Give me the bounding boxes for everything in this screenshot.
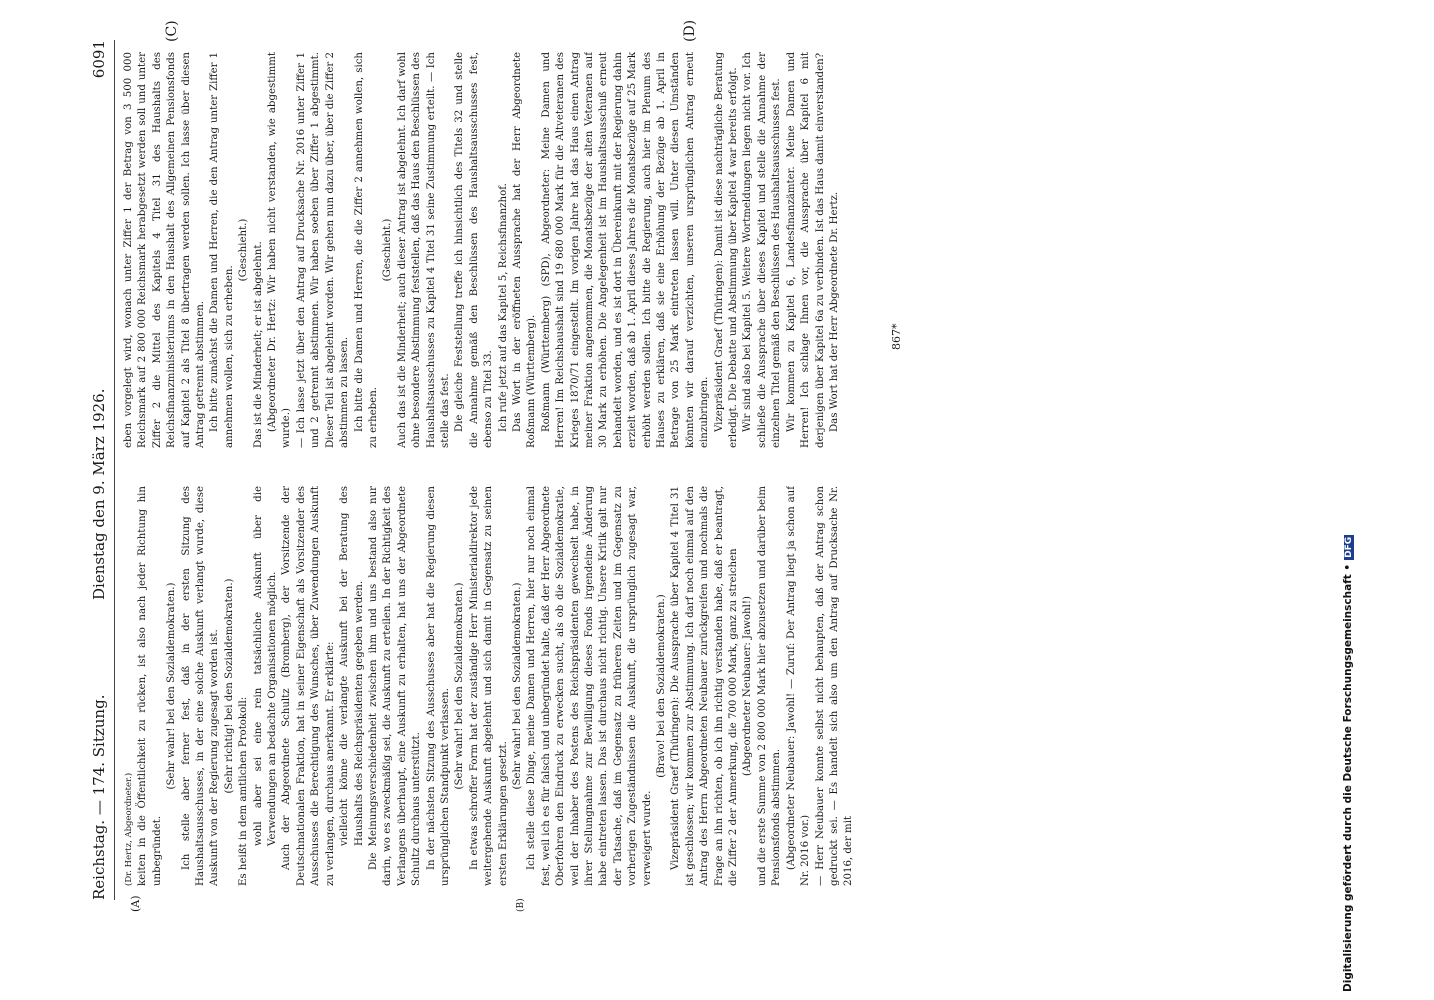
paragraph: In etwas schroffer Form hat der zuständige Herr Ministerialdirektor jede weitergehende Auskunft abgelehnt und sich damit in Gegensatz zu seinen ersten Erklärungen gesetzt. bbox=[468, 486, 509, 886]
paragraph: Roßmann (Württemberg) (SPD), Abgeordneter: Meine Damen und Herren! Im Reichshaushalt sind 19 680 000 Mark für die Altveteranen des Krieges 1870/71 eingestellt. Im vorigen Jahre hat das Haus einen Antrag meiner Fraktion angenommen, die Monatsbezüge der alten Veteranen auf 30 Mark zu erhöhen. Die Angelegenheit ist im Haushaltsausschuß erneut behandelt worden, und es ist dort in Übereinkunft mit der Regierung dahin erzielt worden, daß ab 1. April dieses Jahres die Monatsbezüge auf 25 Mark erhöht werden sollen. Ich bitte die Regierung, auch hier im Plenum des Hauses zu erklären, daß sie eine Erhöhung der Bezüge ab 1. April in Betrage von 25 Mark eintreten lassen will. Unter diesen Umständen könnten wir darauf verzichten, unseren ursprünglichen Antrag erneut einzubringen. bbox=[540, 52, 711, 448]
margin-marker-b: (B) bbox=[516, 898, 526, 912]
digitization-text: Digitalisierung gefördert durch die Deutsche Forschungsgemeinschaft • bbox=[1342, 563, 1354, 992]
page-number: 6091 bbox=[90, 40, 108, 79]
document-page bbox=[90, 19, 910, 912]
digitization-note bbox=[1342, 0, 1358, 1000]
margin-marker-c: (C) bbox=[164, 20, 180, 42]
paragraph: Ich stelle diese Dinge, meine Damen und Herren, hier nur noch einmal fest, weil ich es für falsch und unbegründet halte, daß der Herr Abgeordnete Oberfohren den Eindruck zu erwecken sucht, als ob die Sozialdemokratie, weil der Inhaber des Postens des Reichspräsidenten gewechselt habe, in ihrer Stellungnahme zur Bewilligung dieses Fonds irgendeine Änderung habe eintreten lassen. Das ist durchaus nicht richtig. Unsere Kritik galt nur der Tatsache, daß im Gegensatz zu früheren Zeiten und im Gegensatz zu vorherigen Zugeständnissen die Auskunft, die ursprünglich zugesagt war, verweigert wurde. bbox=[526, 486, 653, 886]
margin-marker-d: (D) bbox=[682, 19, 698, 42]
paragraph: Wir kommen zu Kapitel 6, Landesfinanzämter. Meine Damen und Herren! Ich schlage Ihnen vor, die Aussprache über Kapitel 6 mit derjenigen über Kapitel 6a zu verbinden. Ist das Haus damit einverstanden? bbox=[785, 52, 826, 448]
paragraph: Wir sind also bei Kapitel 5. Weitere Wortmeldungen liegen nicht vor. Ich schließe die Aussprache über dieses Kapitel und stelle die Annahme der einzelnen Titel gemäß den Beschlüssen des Haushaltsausschusses fest. bbox=[742, 52, 783, 448]
paragraph: In der nächsten Sitzung des Ausschusses aber hat die Regierung diesen ursprünglichen Standpunkt verlassen. bbox=[425, 486, 451, 886]
paragraph: (Sehr richtig! bei den Sozialdemokraten.) bbox=[223, 578, 235, 794]
page-header bbox=[90, 40, 112, 900]
sheet-number: 867* bbox=[890, 323, 903, 350]
paragraph: Das Wort in der eröffneten Aussprache hat der Herr Abgeordnete Roßmann (Württemberg). bbox=[511, 52, 538, 448]
header-date: Dienstag den 9. März 1926. bbox=[90, 388, 108, 600]
paragraph: keiten in die Öffentlichkeit zu rücken, ist also nach jeder Richtung hin unbegründet. bbox=[137, 486, 163, 886]
paragraph: und die erste Summe von 2 800 000 Mark hier abzusetzen und darüber beim Pensionsfonds abstimmen. bbox=[756, 486, 783, 886]
paragraph: Die gleiche Feststellung treffe ich hinsichtlich des Titels 32 und stelle die Annahme gemäß den Beschlüssen des Haushaltsausschusses fest, ebenso zu Titel 33. bbox=[454, 52, 495, 448]
paragraph: Vizepräsident Graef (Thüringen): Die Aussprache über Kapitel 4 Titel 31 ist geschlossen; wir kommen zur Abstimmung. Ich darf noch einmal auf den Antrag des Herrn Abgeordneten Neubauer zurückgreifen und nochmals die Frage an ihn richten, ob ich ihn richtig verstanden habe, daß er beantragt, die Ziffer 2 der Anmerkung, die 700 000 Mark, ganz zu streichen bbox=[670, 486, 740, 886]
paragraph: (Sehr wahr! bei den Sozialdemokraten.) bbox=[511, 582, 523, 790]
paragraph: wohl aber sei eine rein tatsächliche Auskunft über die Verwendungen an bedachte Organisationen möglich. bbox=[252, 486, 279, 846]
paragraph: Das Wort hat der Herr Abgeordnete Dr. Hertz. bbox=[828, 191, 840, 432]
text-column-left bbox=[122, 486, 902, 886]
paragraph: (Dr. Hertz, Abgeordneter.) bbox=[124, 772, 134, 886]
paragraph: — Ich lasse jetzt über den Antrag auf Drucksache Nr. 2016 unter Ziffer 1 und 2 getrennt abstimmen. Wir haben soeben über Ziffer 1 abgestimmt. Dieser Teil ist abgelehnt worden. Wir gehen nun dazu über, über die Ziffer 2 abstimmen zu lassen. bbox=[295, 52, 351, 448]
paragraph: vielleicht könne die verlangte Auskunft bei der Beratung des Haushalts des Reichspräsidenten gegeben werden. bbox=[339, 486, 365, 846]
paragraph: Das ist die Minderheit; er ist abgelehnt. bbox=[252, 241, 264, 448]
paragraph: (Abgeordneter Dr. Hertz: Wir haben nicht verstanden, wie abgestimmt wurde.) bbox=[267, 52, 293, 448]
margin-marker-a: (A) bbox=[129, 895, 142, 912]
paragraph: eben vorgelegt wird, wonach unter Ziffer 1 der Betrag von 3 500 000 Reichsmark auf 2 800 000 Reichsmark herabgesetzt werden soll und unter Ziffer 2 die Mittel des Kapitels 4 Titel 31 des Haushalts des Reichsfinanzministeriums in den Haushalt des Allgemeinen Pensionsfonds auf Kapitel 2 als Titel 8 übertragen werden sollen. Ich lasse über diesen Antrag getrennt abstimmen. bbox=[123, 52, 207, 448]
paragraph: (Abgeordneter Neubauer: Jawohl!) bbox=[742, 596, 754, 776]
paragraph: (Bravo! bei den Sozialdemokraten.) bbox=[656, 594, 668, 778]
text-column-right bbox=[122, 52, 902, 448]
paragraph: (Abgeordneter Neubauer: Jawohl! — Zuruf: Der Antrag liegt ja schon auf Nr. 2016 vor.) bbox=[785, 486, 812, 886]
paragraph: (Sehr wahr! bei den Sozialdemokraten.) bbox=[454, 582, 466, 790]
paragraph: — Herr Neubauer konnte selbst nicht behaupten, daß der Antrag schon gedruckt sei. — Es handelt sich also um den Antrag auf Drucksache Nr. 2016, der mit bbox=[814, 486, 855, 886]
header-rule bbox=[114, 40, 115, 900]
paragraph: Es heißt in dem amtlichen Protokoll: bbox=[238, 696, 250, 886]
dfg-logo: DFG bbox=[1344, 536, 1354, 558]
paragraph: Auch der Abgeordnete Schultz (Bromberg), der Vorsitzende der Deutschnationalen Fraktion, hat in seiner Eigenschaft als Vorsitzender des Ausschusses die Berechtigung des Wunsches, über Zuwendungen Auskunft zu verlangen, durchaus anerkannt. Er erklärte: bbox=[281, 486, 336, 886]
paragraph: Ich bitte die Damen und Herren, die die Ziffer 2 annehmen wollen, sich zu erheben. bbox=[353, 52, 379, 448]
paragraph: Auch das ist die Minderheit; auch dieser Antrag ist abgelehnt. Ich darf wohl ohne besondere Abstimmung feststellen, daß das Haus den Beschlüssen des Haushaltsausschusses zu Kapitel 4 Titel 31 seine Zustimmung erteilt. — Ich stelle das fest. bbox=[396, 52, 451, 448]
paragraph: Vizepräsident Graef (Thüringen): Damit ist diese nachträgliche Beratung erledigt. Die Debatte und Abstimmung über Kapitel 4 war bereits erfolgt. bbox=[713, 52, 740, 448]
paragraph: Ich stelle aber ferner fest, daß in der ersten Sitzung des Haushaltsausschusses, in der eine solche Auskunft verlangt wurde, diese Auskunft von der Regierung zugesagt worden ist. bbox=[180, 486, 221, 886]
paragraph: Die Meinungsverschiedenheit zwischen ihm und uns bestand also nur darin, wo es zweckmäßig sei, die Auskunft zu erteilen. In der Richtigkeit des Verlangens überhaupt, eine Auskunft zu erhalten, hat uns der Abgeordnete Schultz durchaus unterstützt. bbox=[367, 486, 423, 886]
paragraph: Ich bitte zunächst die Damen und Herren, die den Antrag unter Ziffer 1 annehmen wollen, sich zu erheben. bbox=[209, 52, 235, 448]
paragraph: Ich rufe jetzt auf das Kapitel 5, Reichsfinanzhof. bbox=[497, 183, 509, 432]
paragraph: (Sehr wahr! bei den Sozialdemokraten.) bbox=[166, 582, 178, 790]
paragraph: (Geschieht.) bbox=[382, 218, 394, 282]
header-left: Reichstag. — 174. Sitzung. bbox=[90, 694, 108, 900]
paragraph: (Geschieht.) bbox=[238, 218, 250, 282]
